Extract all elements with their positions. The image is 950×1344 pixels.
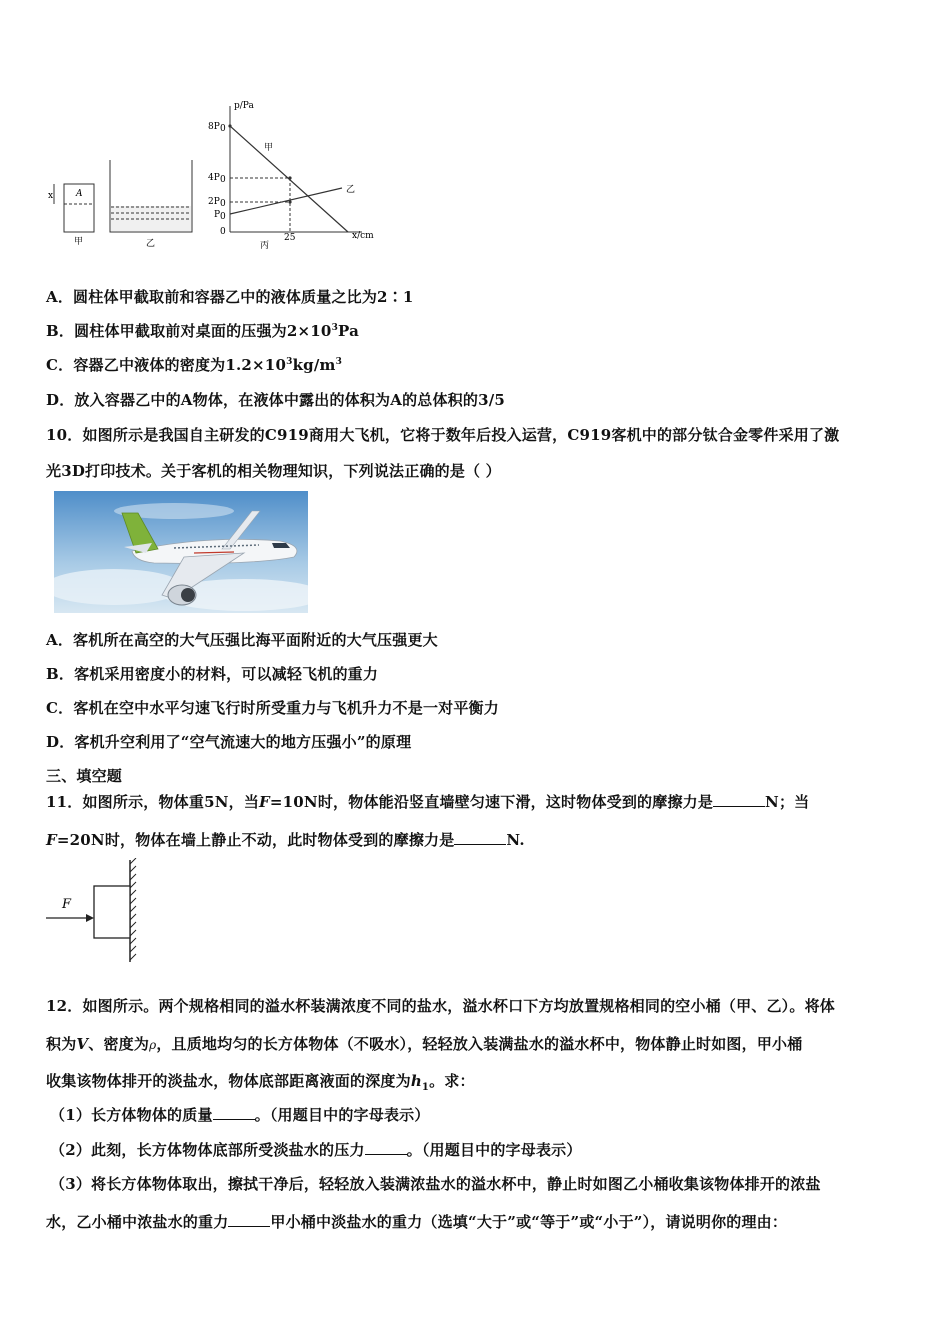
q12-stem-line2: 积为V、密度为ρ，且质地均匀的长方体物体（不吸水），轻轻放入装满盐水的溢水杯中，物体静止时如图，甲小桶 (46, 1035, 803, 1053)
q10-option-c: C．客机在空中水平匀速飞行时所受重力与飞机升力不是一对平衡力 (46, 699, 499, 717)
tick-2p: 2P (208, 197, 220, 207)
q12-sub-1: （1）长方体物体的质量 。（用题目中的字母表示） (50, 1106, 430, 1124)
tick-8p: 8P (208, 122, 220, 132)
q10-option-a: A．客机所在高空的大气压强比海平面附近的大气压强更大 (46, 631, 438, 649)
q11-stem-line2: F=20N时，物体在墙上静止不动，此时物体受到的摩擦力是 N. (46, 831, 525, 849)
q11-block (94, 886, 130, 938)
svg-text:0: 0 (220, 124, 226, 134)
tick-25: 25 (284, 233, 296, 243)
q12-sub-3: （3）将长方体物体取出，擦拭干净后，轻轻放入装满浓盐水的溢水杯中，静止时如图乙小桶收集该物体排开的浓盐 (50, 1175, 821, 1193)
tick-0: 0 (220, 227, 226, 237)
line-yi (230, 188, 342, 214)
q9-option-a: A．圆柱体甲截取前和容器乙中的液体质量之比为2∶1 (46, 288, 414, 306)
q12-sub-2: （2）此刻，长方体物体底部所受淡盐水的压力 。（用题目中的字母表示） (50, 1141, 582, 1159)
q12-blank-2[interactable] (365, 1140, 407, 1155)
axis-x-label: x/cm (352, 231, 374, 241)
q11-blank-2[interactable] (454, 830, 506, 845)
q12-blank-3[interactable] (228, 1212, 270, 1227)
section-heading: 三、填空题 (46, 767, 123, 785)
line-jia-label: 甲 (264, 143, 274, 153)
airplane-image (54, 491, 308, 613)
label-yi: 乙 (146, 239, 156, 249)
q10-option-d: D．客机升空利用了“空气流速大的地方压强小”的原理 (46, 733, 412, 751)
q12-blank-1[interactable] (213, 1105, 255, 1120)
tick-p: P (214, 210, 221, 220)
q12-stem-line1: 12．如图所示。两个规格相同的溢水杯装满浓度不同的盐水，溢水杯口下方均放置规格相同的空小桶（甲、乙）。将体 (46, 997, 835, 1015)
label-jia: 甲 (74, 237, 84, 247)
line-yi-label: 乙 (346, 185, 356, 195)
svg-text:0: 0 (220, 175, 226, 185)
q10-stem-line2: 光3D打印技术。关于客机的相关物理知识，下列说法正确的是（ ） (46, 462, 501, 480)
q9-figure (44, 100, 384, 250)
tick-4p: 4P (208, 173, 220, 183)
q12-sub-3-cont: 水，乙小桶中浓盐水的重力 甲小桶中淡盐水的重力（选填“大于”或“等于”或“小于”），请说明你的理由： (46, 1213, 788, 1231)
svg-text:0: 0 (220, 199, 226, 209)
q12-stem-line3: 收集该物体排开的淡盐水，物体底部距离液面的深度为$h_1$。求： (46, 1072, 475, 1093)
q9-option-c: C．容器乙中液体的密度为$1.2\times 10^3kg/m^3$ (46, 356, 343, 374)
label-x: x (48, 191, 54, 201)
q11-stem-line1: 11．如图所示，物体重5N，当F=10N时，物体能沿竖直墙壁匀速下滑，这时物体受到的摩擦力是 N；当 (46, 793, 810, 811)
q11-figure (44, 858, 144, 966)
axis-y-label: p/Pa (234, 101, 254, 111)
q9-option-b: B．圆柱体甲截取前对桌面的压强为$2\times 10^3Pa$ (46, 322, 360, 340)
q10-option-b: B．客机采用密度小的材料，可以减轻飞机的重力 (46, 665, 379, 683)
label-A: A (76, 189, 83, 199)
q9-option-d: D．放入容器乙中的A物体，在液体中露出的体积为A的总体积的3/5 (46, 391, 506, 409)
q11-blank-1[interactable] (713, 792, 765, 807)
label-bing: 丙 (260, 241, 270, 250)
force-label: F (62, 897, 72, 912)
q10-stem-line1: 10．如图所示是我国自主研发的C919商用大飞机，它将于数年后投入运营，C919客机中的部分钛合金零件采用了激 (46, 426, 840, 444)
svg-text:0: 0 (220, 212, 226, 222)
